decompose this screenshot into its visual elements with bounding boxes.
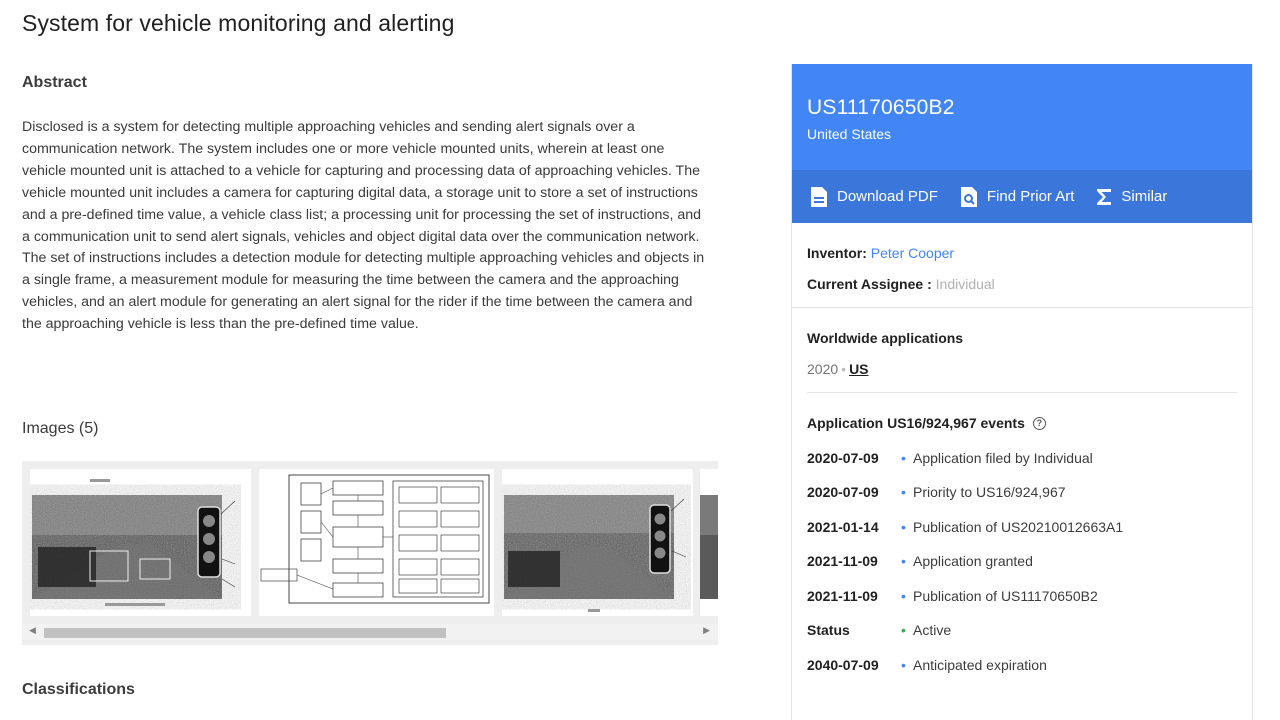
image-gallery bbox=[22, 461, 718, 645]
event-date: 2021-11-09 bbox=[807, 553, 878, 569]
event-text: Anticipated expiration bbox=[913, 656, 1047, 673]
inventor-label: Inventor: bbox=[807, 245, 867, 261]
application-events bbox=[792, 393, 1252, 673]
worldwide-country-link[interactable]: US bbox=[849, 361, 869, 377]
help-icon[interactable]: ? bbox=[1033, 417, 1046, 430]
event-row bbox=[807, 657, 1237, 673]
timeline-dot-icon: • bbox=[901, 656, 906, 673]
timeline-dot-icon: • bbox=[901, 484, 906, 500]
event-date: 2040-07-09 bbox=[807, 656, 879, 673]
image-thumbnail-1[interactable] bbox=[30, 469, 251, 616]
status-dot-icon: • bbox=[901, 622, 906, 638]
event-date: 2021-11-09 bbox=[807, 587, 878, 604]
similar-label: Similar bbox=[1121, 188, 1168, 205]
scroll-left-icon[interactable]: ◀ bbox=[29, 625, 36, 635]
timeline-dot-icon: • bbox=[901, 587, 906, 604]
patent-actions bbox=[792, 170, 1252, 223]
pdf-document-icon bbox=[810, 186, 828, 208]
patent-header bbox=[792, 64, 1252, 170]
events-heading bbox=[807, 415, 1237, 431]
image-thumbnail-3[interactable] bbox=[502, 469, 693, 616]
similar-button[interactable] bbox=[1096, 188, 1167, 206]
event-text: Publication of US20210012663A1 bbox=[913, 518, 1124, 535]
event-row bbox=[807, 553, 1237, 569]
status-row bbox=[807, 622, 1237, 638]
worldwide-heading: Worldwide applications bbox=[807, 330, 964, 346]
abstract-heading: Abstract bbox=[22, 74, 87, 91]
patent-meta bbox=[792, 223, 1252, 292]
assignee-value: Individual bbox=[935, 276, 995, 292]
worldwide-applications bbox=[792, 308, 1252, 377]
event-row bbox=[807, 450, 1237, 466]
worldwide-row bbox=[807, 361, 1237, 377]
abstract-text: Disclosed is a system for detecting multiple approaching vehicles and sending alert signals over a communication network. The system includes one or more vehicle mounted units, wherein at least one vehicle mounted unit is attached to a vehicle for capturing and processing data of approaching vehicles. The vehicle mounted unit includes a camera for capturing digital data, a storage unit to store a set of instructions and a pre-defined time value, a vehicle class list; a processing unit for processing the set of instructions, and a communication unit to send alert signals, vehicles and object digital data over the communication network. The set of instructions includes a detection module for detecting multiple approaching vehicles and objects in a single frame, a measurement module for measuring the time between the camera and the approaching vehicles, and an alert module for generating an alert signal for the rider if the time between the camera and the approaching vehicle is less than the pre-defined time value. bbox=[22, 119, 705, 333]
download-pdf-button[interactable] bbox=[810, 186, 938, 208]
timeline-dot-icon: • bbox=[901, 553, 906, 569]
classifications-heading: Classifications bbox=[22, 681, 135, 698]
worldwide-separator: • bbox=[841, 361, 847, 377]
status-badge: Active bbox=[913, 622, 952, 638]
assignee-label: Current Assignee bbox=[807, 276, 924, 292]
image-thumbnail-2[interactable] bbox=[259, 469, 494, 616]
event-row bbox=[807, 519, 1237, 535]
image-thumbnail-4[interactable] bbox=[700, 469, 718, 616]
scroll-right-icon[interactable]: ▶ bbox=[703, 625, 710, 635]
event-date: 2020-07-09 bbox=[807, 484, 879, 500]
event-date: 2020-07-09 bbox=[807, 449, 879, 466]
sigma-icon bbox=[1096, 188, 1112, 206]
search-document-icon bbox=[960, 186, 978, 208]
find-prior-art-button[interactable] bbox=[960, 186, 1075, 208]
find-prior-art-label: Find Prior Art bbox=[986, 188, 1075, 205]
gallery-scrollbar[interactable] bbox=[22, 624, 718, 640]
inventor-row bbox=[807, 245, 1237, 261]
patent-sidebar bbox=[791, 64, 1253, 720]
timeline-dot-icon: • bbox=[901, 449, 906, 466]
assignee-row bbox=[807, 276, 1237, 292]
event-date: 2021-01-14 bbox=[807, 518, 879, 535]
status-label: Status bbox=[807, 622, 850, 638]
event-row bbox=[807, 588, 1237, 604]
events-heading-text: Application US16/924,967 events bbox=[807, 415, 1025, 431]
publication-number: US11170650B2 bbox=[807, 96, 955, 119]
event-text: Publication of US11170650B2 bbox=[913, 587, 1098, 604]
event-text: Application filed by Individual bbox=[913, 449, 1093, 466]
images-heading: Images (5) bbox=[22, 420, 99, 437]
event-row bbox=[807, 484, 1237, 500]
timeline-dot-icon: • bbox=[901, 518, 906, 535]
publication-country: United States bbox=[807, 126, 892, 142]
page-title: System for vehicle monitoring and alerting bbox=[22, 10, 455, 36]
inventor-link[interactable]: Peter Cooper bbox=[870, 245, 955, 261]
scrollbar-thumb[interactable] bbox=[44, 628, 446, 638]
event-text: Priority to US16/924,967 bbox=[913, 484, 1066, 500]
worldwide-year: 2020 bbox=[807, 361, 839, 377]
assignee-separator: : bbox=[927, 276, 932, 292]
download-pdf-label: Download PDF bbox=[837, 188, 938, 205]
event-text: Application granted bbox=[913, 553, 1033, 569]
